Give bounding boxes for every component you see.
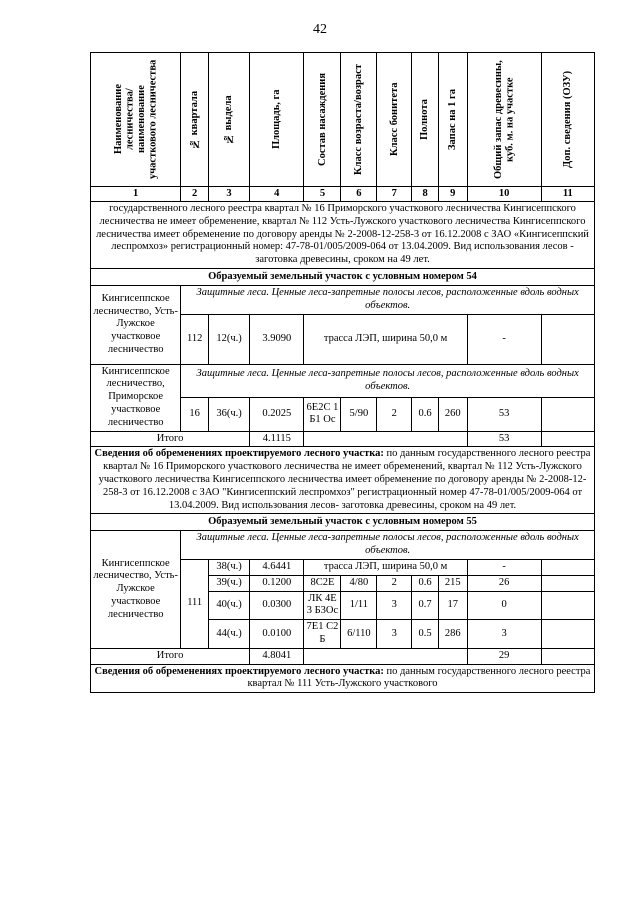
kvartal-cell: 111 <box>181 559 209 648</box>
bonitet-cell: 2 <box>377 398 412 432</box>
header-cell: № квартала <box>181 53 209 187</box>
total-stock-cell: 3 <box>467 620 541 649</box>
itogo-total: 53 <box>467 431 541 447</box>
row-info-cell: трасса ЛЭП, ширина 50,0 м <box>304 314 467 364</box>
encumbrance-row <box>91 664 595 693</box>
vydel-cell: 39(ч.) <box>209 575 250 591</box>
area-cell: 0.1200 <box>250 575 304 591</box>
bonitet-cell: 3 <box>377 591 412 620</box>
extra-info-cell <box>541 620 594 649</box>
section-54-group-2-note-row <box>91 364 595 397</box>
itogo-row <box>91 648 595 664</box>
column-number: 1 <box>91 187 181 202</box>
itogo-row <box>91 431 595 447</box>
total-stock-cell: 26 <box>467 575 541 591</box>
total-stock-cell: - <box>467 559 541 575</box>
row-info-cell: трасса ЛЭП, ширина 50,0 м <box>304 559 467 575</box>
itogo-empty <box>304 431 467 447</box>
age-cell: 5/90 <box>341 398 377 432</box>
encumbrance-text <box>91 664 595 693</box>
header-cell: Общий запас древесины, куб. м. на участке <box>467 53 541 187</box>
encumbrance-body: по данным государственного лесного реестра квартал № 111 Усть-Лужского участкового <box>247 665 591 690</box>
column-number: 3 <box>209 187 250 202</box>
header-cell: Доп. сведения (ОЗУ) <box>541 53 594 187</box>
density-cell: 0.6 <box>412 575 439 591</box>
total-stock-cell: 0 <box>467 591 541 620</box>
section-54-group-1-note-row <box>91 285 595 314</box>
header-row <box>91 53 595 187</box>
header-cell: Класс возраста/возраст <box>341 53 377 187</box>
itogo-area: 4.8041 <box>250 648 304 664</box>
section-54-title: Образуемый земельный участок с условным номером 54 <box>91 268 595 285</box>
composition-cell: 6Е2С 1Б1 Ос <box>304 398 341 432</box>
age-cell: 4/80 <box>341 575 377 591</box>
protection-note: Защитные леса. Ценные леса-запретные полосы лесов, расположенные вдоль водных объектов. <box>181 364 595 397</box>
itogo-empty <box>541 648 594 664</box>
extra-info-cell <box>541 398 594 432</box>
vydel-cell: 44(ч.) <box>209 620 250 649</box>
stock-per-ha-cell: 215 <box>438 575 467 591</box>
column-number: 11 <box>541 187 594 202</box>
forestry-name-cell: Кингисеппское лесничество, Усть-Лужское участковое лесничество <box>91 531 181 648</box>
area-cell: 3.9090 <box>250 314 304 364</box>
total-stock-cell: 53 <box>467 398 541 432</box>
composition-cell: 8С2Е <box>304 575 341 591</box>
column-number: 8 <box>412 187 439 202</box>
section-55-title-row <box>91 514 595 531</box>
header-cell: Запас на 1 га <box>438 53 467 187</box>
header-cell: № выдела <box>209 53 250 187</box>
protection-note: Защитные леса. Ценные леса-запретные полосы лесов, расположенные вдоль водных объектов. <box>181 531 595 560</box>
itogo-label: Итого <box>91 431 250 447</box>
page-number: 42 <box>313 22 327 37</box>
column-number: 9 <box>438 187 467 202</box>
age-cell: 6/110 <box>341 620 377 649</box>
forest-table <box>90 52 595 693</box>
area-cell: 4.6441 <box>250 559 304 575</box>
protection-note: Защитные леса. Ценные леса-запретные полосы лесов, расположенные вдоль водных объектов. <box>181 285 595 314</box>
header-cell: Наименование лесничества/ наименование участкового лесничества <box>91 53 181 187</box>
section-55-note-row <box>91 531 595 560</box>
header-cell: Состав насаждения <box>304 53 341 187</box>
encumbrance-continuation-text: государственного лесного реестра квартал № 16 Приморского участкового лесничества Кингисеппского лесничества не имеет обременение, квартал № 112 Усть-Лужского участкового лесничества Кингисеппского лесничества имеет обременение по договору аренды № 2-2008-12-258-3 от 16.12.2008 с ЗАО «Кингисеппский леспромхоз» регистрационный номер: 47-78-01/005/2009-064 от 13.04.2009. Вид использования лесов - заготовка древесины, сроком на 49 лет. <box>91 202 595 269</box>
density-cell: 0.5 <box>412 620 439 649</box>
itogo-area: 4.1115 <box>250 431 304 447</box>
area-cell: 0.0300 <box>250 591 304 620</box>
itogo-empty <box>541 431 594 447</box>
column-number: 7 <box>377 187 412 202</box>
column-number: 10 <box>467 187 541 202</box>
stock-per-ha-cell: 260 <box>438 398 467 432</box>
encumbrance-text <box>91 447 595 514</box>
column-number: 4 <box>250 187 304 202</box>
vydel-cell: 40(ч.) <box>209 591 250 620</box>
density-cell: 0.6 <box>412 398 439 432</box>
column-number: 5 <box>304 187 341 202</box>
encumbrance-continuation-row <box>91 202 595 269</box>
section-54-title-row <box>91 268 595 285</box>
kvartal-cell: 16 <box>181 398 209 432</box>
extra-info-cell <box>541 314 594 364</box>
column-number: 2 <box>181 187 209 202</box>
stock-per-ha-cell: 286 <box>438 620 467 649</box>
composition-cell: 7Е1 С2Б <box>304 620 341 649</box>
encumbrance-label: Сведения об обременениях проектируемого лесного участка: <box>94 665 384 677</box>
encumbrance-label: Сведения об обременениях проектируемого лесного участка: <box>94 448 384 460</box>
stock-per-ha-cell: 17 <box>438 591 467 620</box>
section-55-title: Образуемый земельный участок с условным номером 55 <box>91 514 595 531</box>
itogo-label: Итого <box>91 648 250 664</box>
forestry-name-cell: Кингисеппское лесничество, Усть-Лужское участковое лесничество <box>91 285 181 364</box>
extra-info-cell <box>541 559 594 575</box>
bonitet-cell: 2 <box>377 575 412 591</box>
extra-info-cell <box>541 591 594 620</box>
itogo-empty <box>304 648 467 664</box>
total-stock-cell: - <box>467 314 541 364</box>
area-cell: 0.2025 <box>250 398 304 432</box>
composition-cell: ЛК 4Е3 Б3Ос <box>304 591 341 620</box>
age-cell: 1/11 <box>341 591 377 620</box>
column-number: 6 <box>341 187 377 202</box>
header-cell: Площадь, га <box>250 53 304 187</box>
area-cell: 0.0100 <box>250 620 304 649</box>
header-cell: Класс бонитета <box>377 53 412 187</box>
extra-info-cell <box>541 575 594 591</box>
density-cell: 0.7 <box>412 591 439 620</box>
bonitet-cell: 3 <box>377 620 412 649</box>
column-number-row <box>91 187 595 202</box>
vydel-cell: 38(ч.) <box>209 559 250 575</box>
vydel-cell: 12(ч.) <box>209 314 250 364</box>
itogo-total: 29 <box>467 648 541 664</box>
encumbrance-body: по данным государственного лесного реестра квартал № 16 Приморского участкового лесничества не имеет обременений, квартал № 112 Усть-Лужского участкового лесничества Кингисеппского лесничества имеет обременение по договору аренды № 2-2008-12-258-3 от 16.12.2008 с ЗАО "Кингисеппский леспромхоз" регистрационный номер 47-78-01/005/2009-064 от 13.04.2009. Вид использования лесов- заготовка древесины, сроком на 49 лет. <box>98 448 591 511</box>
forestry-name-cell: Кингисеппское лесничество, Приморское участковое лесничество <box>91 364 181 431</box>
vydel-cell: 36(ч.) <box>209 398 250 432</box>
header-cell: Полнота <box>412 53 439 187</box>
encumbrance-row <box>91 447 595 514</box>
kvartal-cell: 112 <box>181 314 209 364</box>
